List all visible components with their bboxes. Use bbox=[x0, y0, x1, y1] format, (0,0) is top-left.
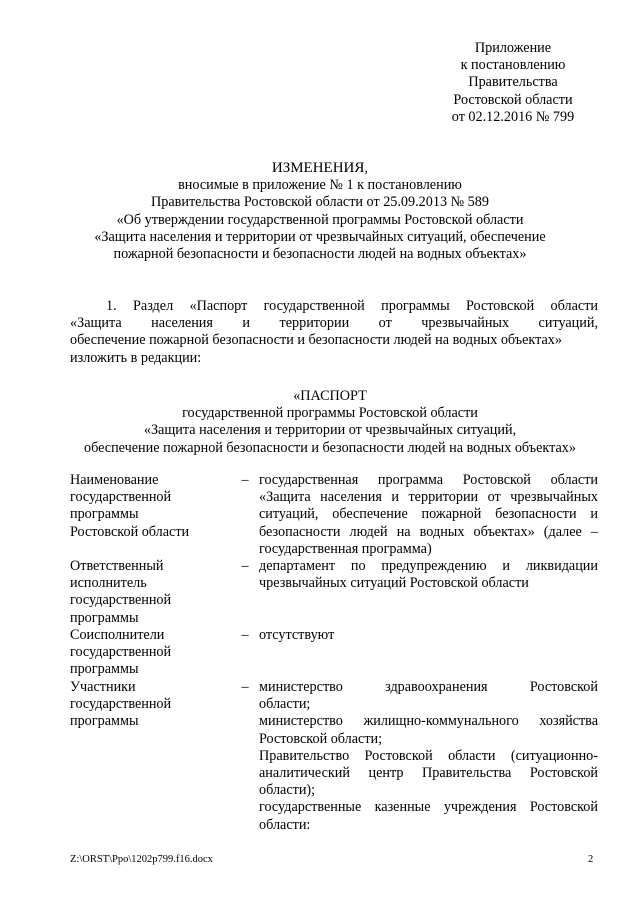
paragraph-1 bbox=[70, 298, 598, 367]
row-value: департамент по предупреждению и ликвидации чрезвычайных ситуаций Ростовской области bbox=[259, 558, 598, 592]
row-dash: – bbox=[241, 472, 249, 488]
row-label: Соисполнители государственной программы bbox=[70, 627, 172, 678]
appendix-line: к постановлению bbox=[460, 57, 566, 74]
appendix-line: Правительства bbox=[468, 74, 558, 91]
changes-heading: ИЗМЕНЕНИЯ, bbox=[271, 160, 369, 176]
changes-line: Правительства Ростовской области от 25.09.2013 № 589 bbox=[151, 194, 489, 211]
passport-heading-line: «Защита населения и территории от чрезвычайных ситуаций, bbox=[143, 422, 517, 439]
passport-heading-line: обеспечение пожарной безопасности и безопасности людей на водных объектах» bbox=[84, 439, 576, 456]
row-value: отсутствуют bbox=[259, 627, 335, 643]
paragraph-line: обеспечение пожарной безопасности и безопасности людей на водных объектах» bbox=[70, 332, 562, 349]
paragraph-line: изложить в редакции: bbox=[70, 349, 202, 366]
changes-line: «Защита населения и территории от чрезвычайных ситуаций, обеспечение bbox=[94, 228, 546, 245]
paragraph-line: 1. Раздел «Паспорт государственной программы Ростовской области bbox=[106, 298, 598, 314]
passport-heading-line: государственной программы Ростовской области bbox=[182, 405, 478, 422]
changes-title-block bbox=[60, 160, 580, 263]
row-label: Ответственный исполнитель государственной программы bbox=[70, 558, 172, 626]
row-label: Наименование государственной программы Ростовской области bbox=[70, 472, 190, 540]
row-dash: – bbox=[241, 558, 249, 574]
changes-line: пожарной безопасности и безопасности людей на водных объектах» bbox=[113, 246, 527, 263]
changes-line: вносимые в приложение № 1 к постановлению bbox=[178, 177, 462, 194]
page-number: 2 bbox=[588, 854, 594, 865]
row-value: министерство здравоохранения Ростовской области; министерство жилищно-коммунального хозяйства Ростовской области; Правительство Ростовской области (ситуационно- аналитический центр Правительства Ростовской области); государственные казенные учреждения Ростовской области: bbox=[259, 679, 598, 833]
appendix-line: от 02.12.2016 № 799 bbox=[451, 108, 575, 125]
appendix-line: Ростовской области bbox=[453, 91, 573, 108]
changes-line: «Об утверждении государственной программы Ростовской области bbox=[116, 211, 524, 228]
row-label: Участники государственной программы bbox=[70, 679, 172, 730]
passport-heading-block bbox=[60, 388, 600, 457]
row-dash: – bbox=[241, 627, 249, 643]
footer-file-path: Z:\ORST\Ppo\1202p799.f16.docx bbox=[70, 854, 213, 865]
passport-heading: «ПАСПОРТ bbox=[293, 388, 367, 404]
appendix-line: Приложение bbox=[474, 40, 552, 56]
paragraph-line: «Защита населения и территории от чрезвычайных ситуаций, bbox=[70, 315, 598, 332]
appendix-block bbox=[418, 40, 608, 126]
row-value: государственная программа Ростовской области «Защита населения и территории от чрезвычайных ситуаций, обеспечение пожарной безопасности и безопасности людей на водных объектах» (далее – государственная программа) bbox=[259, 472, 598, 557]
row-dash: – bbox=[241, 679, 249, 695]
